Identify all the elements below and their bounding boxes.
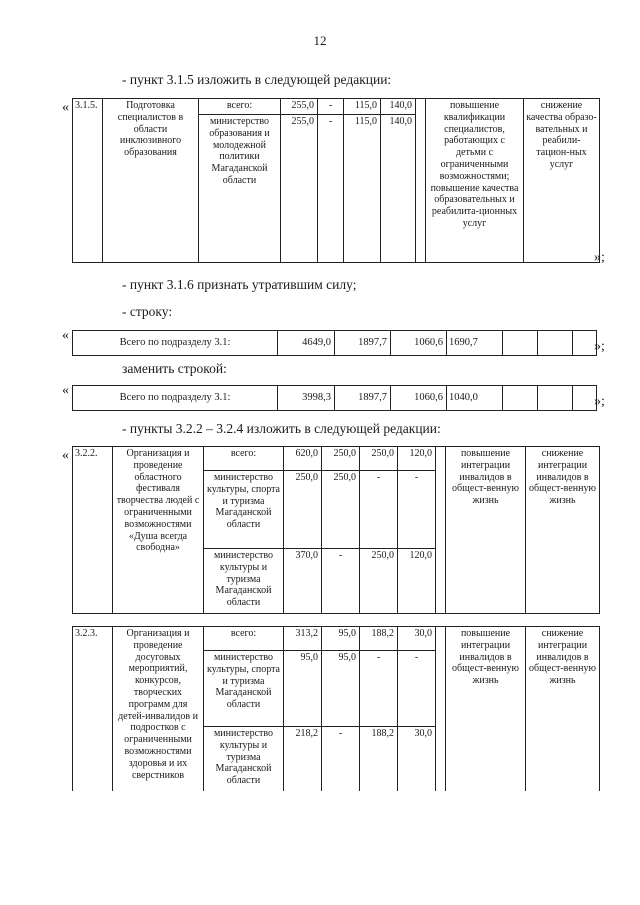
subtotal-value: 1060,6 <box>391 331 447 356</box>
total-value: 250,0 <box>360 447 398 471</box>
item-number: 3.2.2. <box>73 447 113 614</box>
item-name: Подготовка специалистов в области инклюзивного образования <box>103 99 199 263</box>
page-number: 12 <box>313 33 327 48</box>
total-value: 250,0 <box>322 447 360 471</box>
executor: министерство культуры, спорта и туризма Магаданской области <box>204 471 284 549</box>
quote-open-3: « <box>62 383 69 398</box>
subtotal-value: 1690,7 <box>447 331 503 356</box>
executor-value: 218,2 <box>284 727 322 791</box>
total-value: 255,0 <box>281 99 318 115</box>
subtotal-value: 3998,3 <box>278 386 335 411</box>
executor: министерство культуры и туризма Магаданской области <box>204 727 284 791</box>
total-label: всего: <box>204 447 284 471</box>
new-total-row <box>72 385 597 411</box>
total-value: 140,0 <box>381 99 416 115</box>
subtotal-value: 1897,7 <box>335 331 391 356</box>
subtotal-label: Всего по подразделу 3.1: <box>73 331 278 356</box>
executor-value: 95,0 <box>284 651 322 727</box>
executor-value: 120,0 <box>398 549 436 614</box>
total-value: 188,2 <box>360 627 398 651</box>
quote-close-1: »; <box>594 250 605 265</box>
executor-value: - <box>318 115 344 263</box>
empty-cell <box>538 386 573 411</box>
executor-value: 370,0 <box>284 549 322 614</box>
old-total-row <box>72 330 597 356</box>
quote-open-1: « <box>62 100 69 115</box>
quote-close-2: »; <box>594 339 605 354</box>
executor-value: 188,2 <box>360 727 398 791</box>
total-value: 120,0 <box>398 447 436 471</box>
empty-cell <box>573 331 597 356</box>
executor-value: 255,0 <box>281 115 318 263</box>
executor-value: 30,0 <box>398 727 436 791</box>
executor-value: 250,0 <box>360 549 398 614</box>
subtotal-value: 1897,7 <box>335 386 391 411</box>
executor-value: 95,0 <box>322 651 360 727</box>
risk-indicator: снижение интеграции инвалидов в общест-венную жизнь <box>526 627 600 791</box>
total-label: всего: <box>199 99 281 115</box>
paragraph-3: - строку: <box>122 304 173 319</box>
total-value: 30,0 <box>398 627 436 651</box>
executor-value: 250,0 <box>284 471 322 549</box>
quote-close-3: »; <box>594 394 605 409</box>
executor-value: - <box>322 549 360 614</box>
paragraph-2: - пункт 3.1.6 признать утратившим силу; <box>122 277 357 292</box>
empty-cell <box>503 386 538 411</box>
expected-result: повышение квалификации специалистов, работающих с детьми с ограниченными возможностями; повышение качества образовательных и реабилита-ционных услуг <box>426 99 524 263</box>
total-value: 95,0 <box>322 627 360 651</box>
subtotal-label: Всего по подразделу 3.1: <box>73 386 278 411</box>
quote-open-2: « <box>62 328 69 343</box>
executor-value: - <box>398 471 436 549</box>
paragraph-1: - пункт 3.1.5 изложить в следующей редакции: <box>122 72 392 87</box>
table-row-3-2-3 <box>72 626 600 791</box>
paragraph-5: - пункты 3.2.2 – 3.2.4 изложить в следующей редакции: <box>122 421 441 436</box>
table-row-3-1-5 <box>72 98 600 263</box>
paragraph-4: заменить строкой: <box>122 361 227 376</box>
risk-indicator: снижение интеграции инвалидов в общест-венную жизнь <box>526 447 600 614</box>
executor-value: - <box>360 651 398 727</box>
expected-result: повышение интеграции инвалидов в общест-венную жизнь <box>446 447 526 614</box>
subtotal-value: 1060,6 <box>391 386 447 411</box>
empty-cell <box>503 331 538 356</box>
item-name: Организация и проведение досуговых мероприятий, конкурсов, творческих программ для детей-инвалидов и подростков с ограниченными возможностями здоровья и их сверстников <box>113 627 204 791</box>
quote-open-4: « <box>62 448 69 463</box>
executor-value: 115,0 <box>344 115 381 263</box>
total-value: - <box>318 99 344 115</box>
empty-cell <box>436 627 446 791</box>
executor-value: - <box>322 727 360 791</box>
item-name: Организация и проведение областного фестиваля творчества людей с ограниченными возможностями «Душа всегда свободна» <box>113 447 204 614</box>
subtotal-value: 4649,0 <box>278 331 335 356</box>
empty-cell <box>538 331 573 356</box>
item-number: 3.2.3. <box>73 627 113 791</box>
executor-value: 140,0 <box>381 115 416 263</box>
empty-cell <box>436 447 446 614</box>
executor-value: - <box>360 471 398 549</box>
empty-cell <box>573 386 597 411</box>
executor: министерство культуры и туризма Магаданской области <box>204 549 284 614</box>
expected-result: повышение интеграции инвалидов в общест-венную жизнь <box>446 627 526 791</box>
empty-cell <box>416 99 426 263</box>
executor: министерство образования и молодежной политики Магаданской области <box>199 115 281 263</box>
risk-indicator: снижение качества образо-вательных и реабили-тацион-ных услуг <box>524 99 600 263</box>
total-value: 620,0 <box>284 447 322 471</box>
executor-value: 250,0 <box>322 471 360 549</box>
total-value: 115,0 <box>344 99 381 115</box>
total-value: 313,2 <box>284 627 322 651</box>
subtotal-value: 1040,0 <box>447 386 503 411</box>
executor: министерство культуры, спорта и туризма Магаданской области <box>204 651 284 727</box>
table-row-3-2-2 <box>72 446 600 614</box>
item-number: 3.1.5. <box>73 99 103 263</box>
executor-value: - <box>398 651 436 727</box>
total-label: всего: <box>204 627 284 651</box>
